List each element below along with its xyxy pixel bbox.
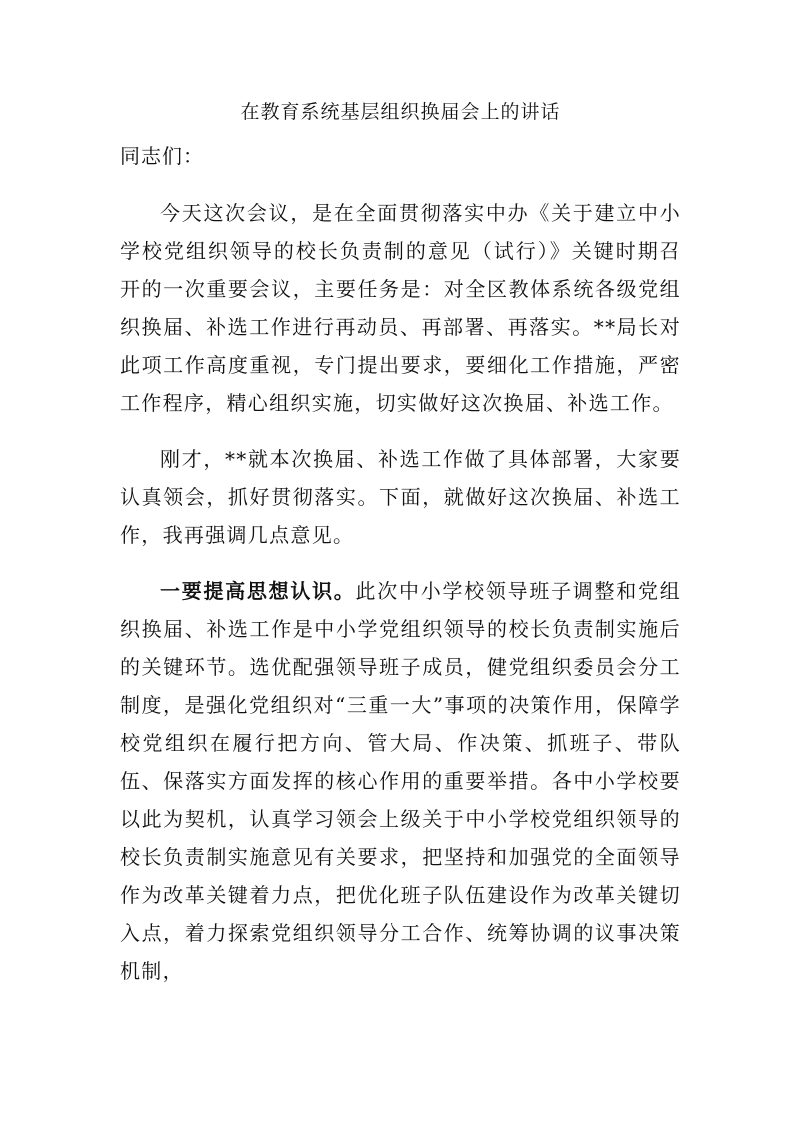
point-one-text: 此次中小学校领导班子调整和党组织换届、补选工作是中小学党组织领导的校长负责制实施后的关键环节。选优配强领导班子成员，健党组织委员会分工制度，是强化党组织对“三重一大”事项的决策作用，保障学校党组织在履行把方向、管大局、作决策、抓班子、带队伍、保落实方面发挥的核心作用的重要举措。各中小学校要以此为契机，认真学习领会上级关于中小学校党组织领导的校长负责制实施意见有关要求，把坚持和加强党的全面领导作为改革关键着力点，把优化班子队伍建设作为改革关键切入点，着力探索党组织领导分工合作、统筹协调的议事决策机制，	[120, 579, 682, 983]
document-title: 在教育系统基层组织换届会上的讲话	[240, 101, 561, 123]
paragraph-transition-text: 刚才，**就本次换届、补选工作做了具体部署，大家要认真领会，抓好贯彻落实。下面，就做好这次换届、补选工作，我再强调几点意见。	[120, 447, 681, 547]
paragraph-opening-text: 今天这次会议，是在全面贯彻落实中办《关于建立中小学校党组织领导的校长负责制的意见（试行）》关键时期召开的一次重要会议，主要任务是：对全区教体系统各级党组织换届、补选工作进行再动员、再部署、再落实。**局长对此项工作高度重视，专门提出要求，要细化工作措施，严密工作程序，精心组织实施，切实做好这次换届、补选工作。	[120, 201, 681, 415]
paragraph-point-one	[120, 572, 681, 990]
paragraph-opening	[120, 194, 681, 422]
paragraph-transition	[120, 440, 681, 554]
point-one-heading: 一要提高思想认识。	[160, 579, 356, 603]
salutation: 同志们：	[120, 144, 204, 168]
